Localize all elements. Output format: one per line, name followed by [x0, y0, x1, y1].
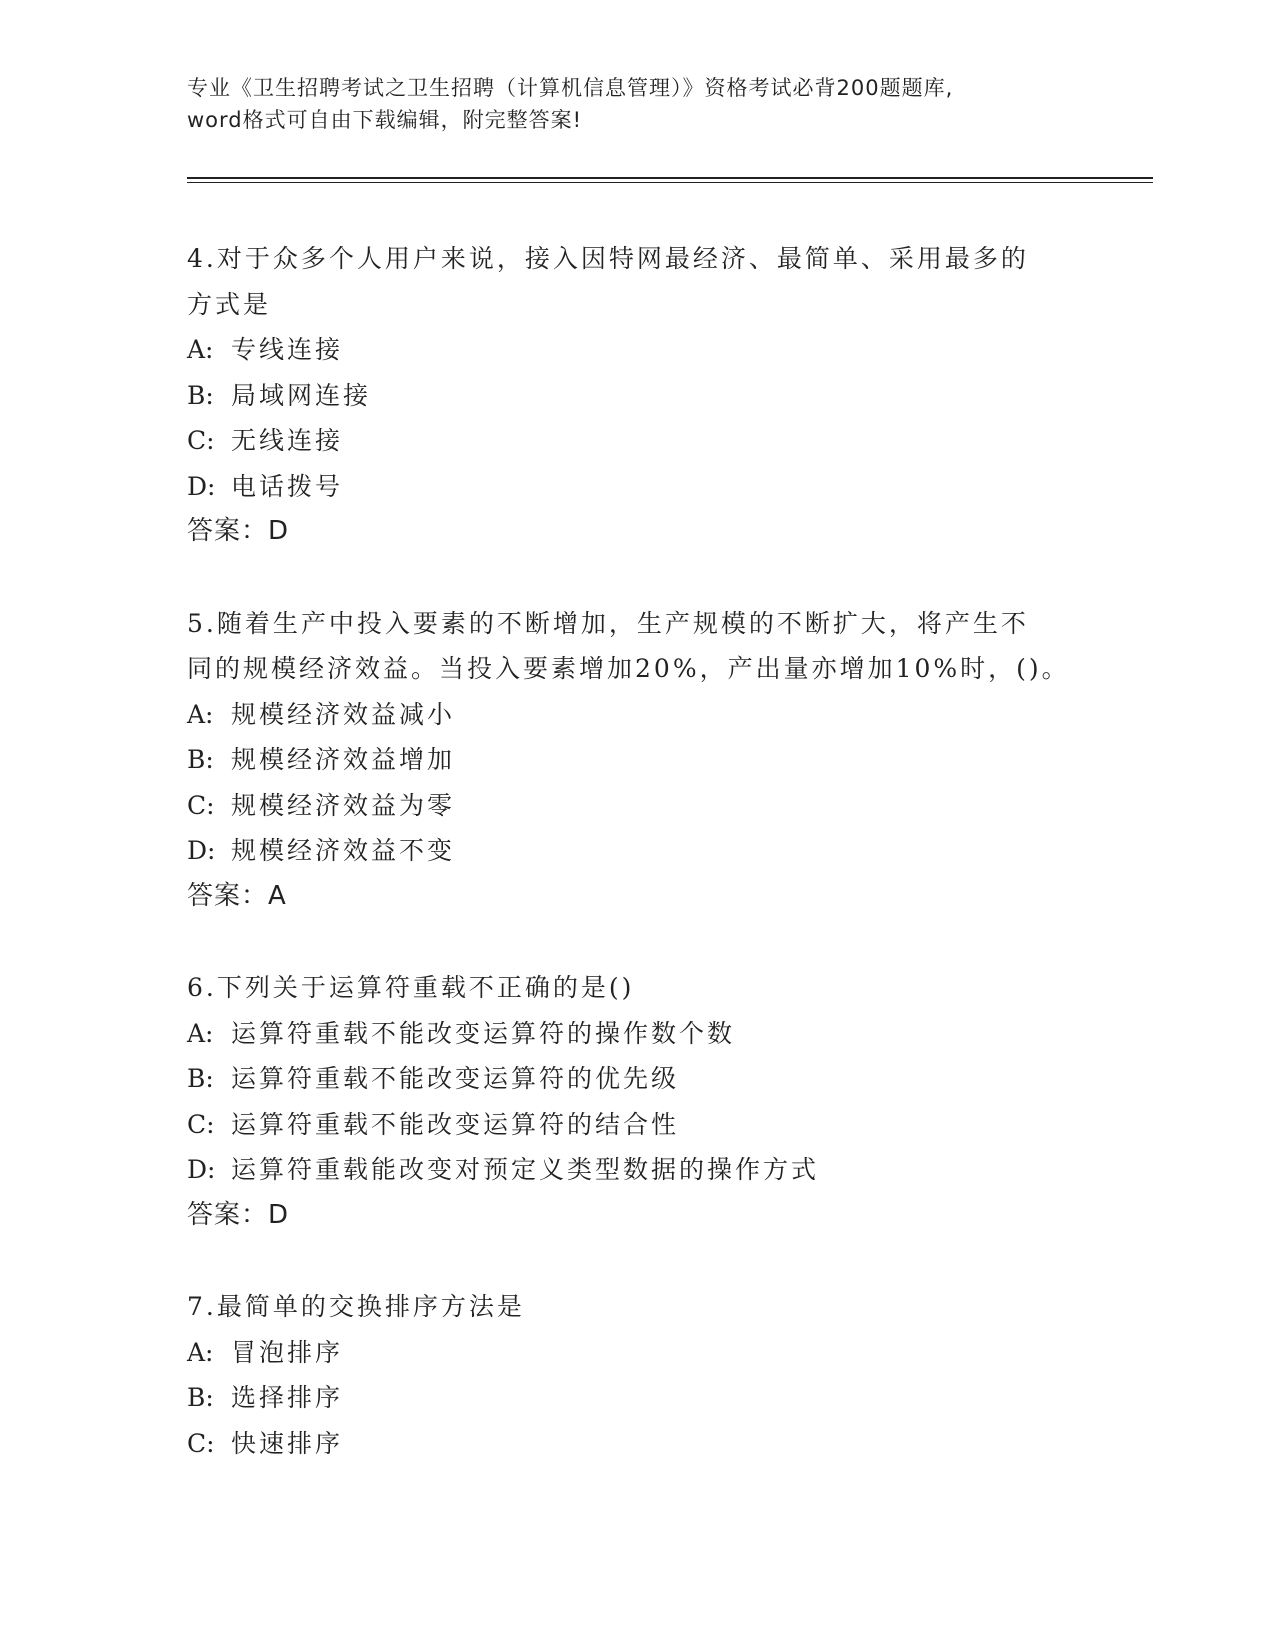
option-letter: C: — [187, 1109, 215, 1139]
option-letter: D: — [187, 836, 216, 865]
option-letter: B: — [187, 1383, 214, 1412]
option-letter: D: — [187, 471, 216, 501]
option-a — [187, 1330, 1127, 1376]
option-d — [187, 464, 1127, 510]
answer-line: 答案：A — [187, 880, 287, 911]
option-letter: B: — [187, 745, 214, 774]
option-text: 运算符重载不能改变运算符的操作数个数 — [231, 1018, 736, 1048]
option-a — [187, 1011, 1127, 1057]
question-stem-line: 6.下列关于运算符重载不正确的是() — [187, 973, 635, 1002]
option-b — [187, 1056, 1127, 1102]
option-c — [187, 418, 1127, 464]
question-4 — [187, 236, 1127, 555]
question-stem-line: 4.对于众多个人用户来说，接入因特网最经济、最简单、采用最多的 — [187, 244, 1029, 273]
option-letter: A: — [187, 335, 214, 364]
question-7 — [187, 1284, 1127, 1466]
option-a — [187, 327, 1127, 373]
header-rule-thin — [187, 182, 1153, 183]
question-stem-line: 7.最简单的交换排序方法是 — [187, 1292, 525, 1321]
option-c — [187, 1102, 1127, 1148]
option-letter: B: — [187, 1064, 214, 1093]
option-d — [187, 1147, 1127, 1193]
option-b — [187, 737, 1127, 783]
question-6 — [187, 965, 1127, 1238]
option-c — [187, 1421, 1127, 1467]
question-list — [187, 236, 1127, 1512]
option-text: 快速排序 — [231, 1428, 344, 1458]
option-text: 冒泡排序 — [231, 1337, 344, 1367]
question-stem-line: 同的规模经济效益。当投入要素增加20%，产出量亦增加10%时，()。 — [187, 654, 1070, 683]
option-text: 专线连接 — [231, 335, 344, 364]
option-letter: D: — [187, 1155, 216, 1184]
option-b — [187, 1375, 1127, 1421]
option-letter: A: — [187, 1018, 214, 1048]
option-text: 规模经济效益为零 — [231, 790, 456, 820]
option-text: 电话拨号 — [231, 471, 344, 501]
option-text: 运算符重载能改变对预定义类型数据的操作方式 — [231, 1155, 820, 1184]
option-text: 运算符重载不能改变运算符的结合性 — [231, 1109, 680, 1139]
question-5 — [187, 601, 1127, 920]
header-rule-thick — [187, 177, 1153, 179]
option-letter: B: — [187, 380, 214, 410]
option-text: 运算符重载不能改变运算符的优先级 — [231, 1064, 680, 1093]
option-text: 规模经济效益不变 — [231, 836, 456, 865]
question-stem-line: 5.随着生产中投入要素的不断增加，生产规模的不断扩大，将产生不 — [187, 608, 1029, 638]
option-text: 选择排序 — [231, 1383, 344, 1412]
header-line-2: word格式可自由下载编辑，附完整答案! — [187, 108, 583, 132]
option-text: 规模经济效益增加 — [231, 745, 456, 774]
answer-line: 答案：D — [187, 516, 290, 546]
option-text: 局域网连接 — [231, 380, 372, 410]
option-letter: A: — [187, 699, 214, 729]
option-text: 无线连接 — [231, 426, 344, 455]
document-header — [187, 72, 1087, 136]
option-letter: C: — [187, 426, 215, 455]
option-letter: C: — [187, 1428, 215, 1458]
option-a — [187, 692, 1127, 738]
answer-line: 答案：D — [187, 1199, 290, 1230]
option-letter: A: — [187, 1337, 214, 1367]
header-line-1: 专业《卫生招聘考试之卫生招聘（计算机信息管理）》资格考试必背200题题库, — [187, 76, 954, 100]
option-text: 规模经济效益减小 — [231, 699, 456, 729]
option-c — [187, 783, 1127, 829]
option-b — [187, 373, 1127, 419]
option-d — [187, 828, 1127, 874]
option-letter: C: — [187, 790, 215, 820]
question-stem-line: 方式是 — [187, 289, 272, 319]
